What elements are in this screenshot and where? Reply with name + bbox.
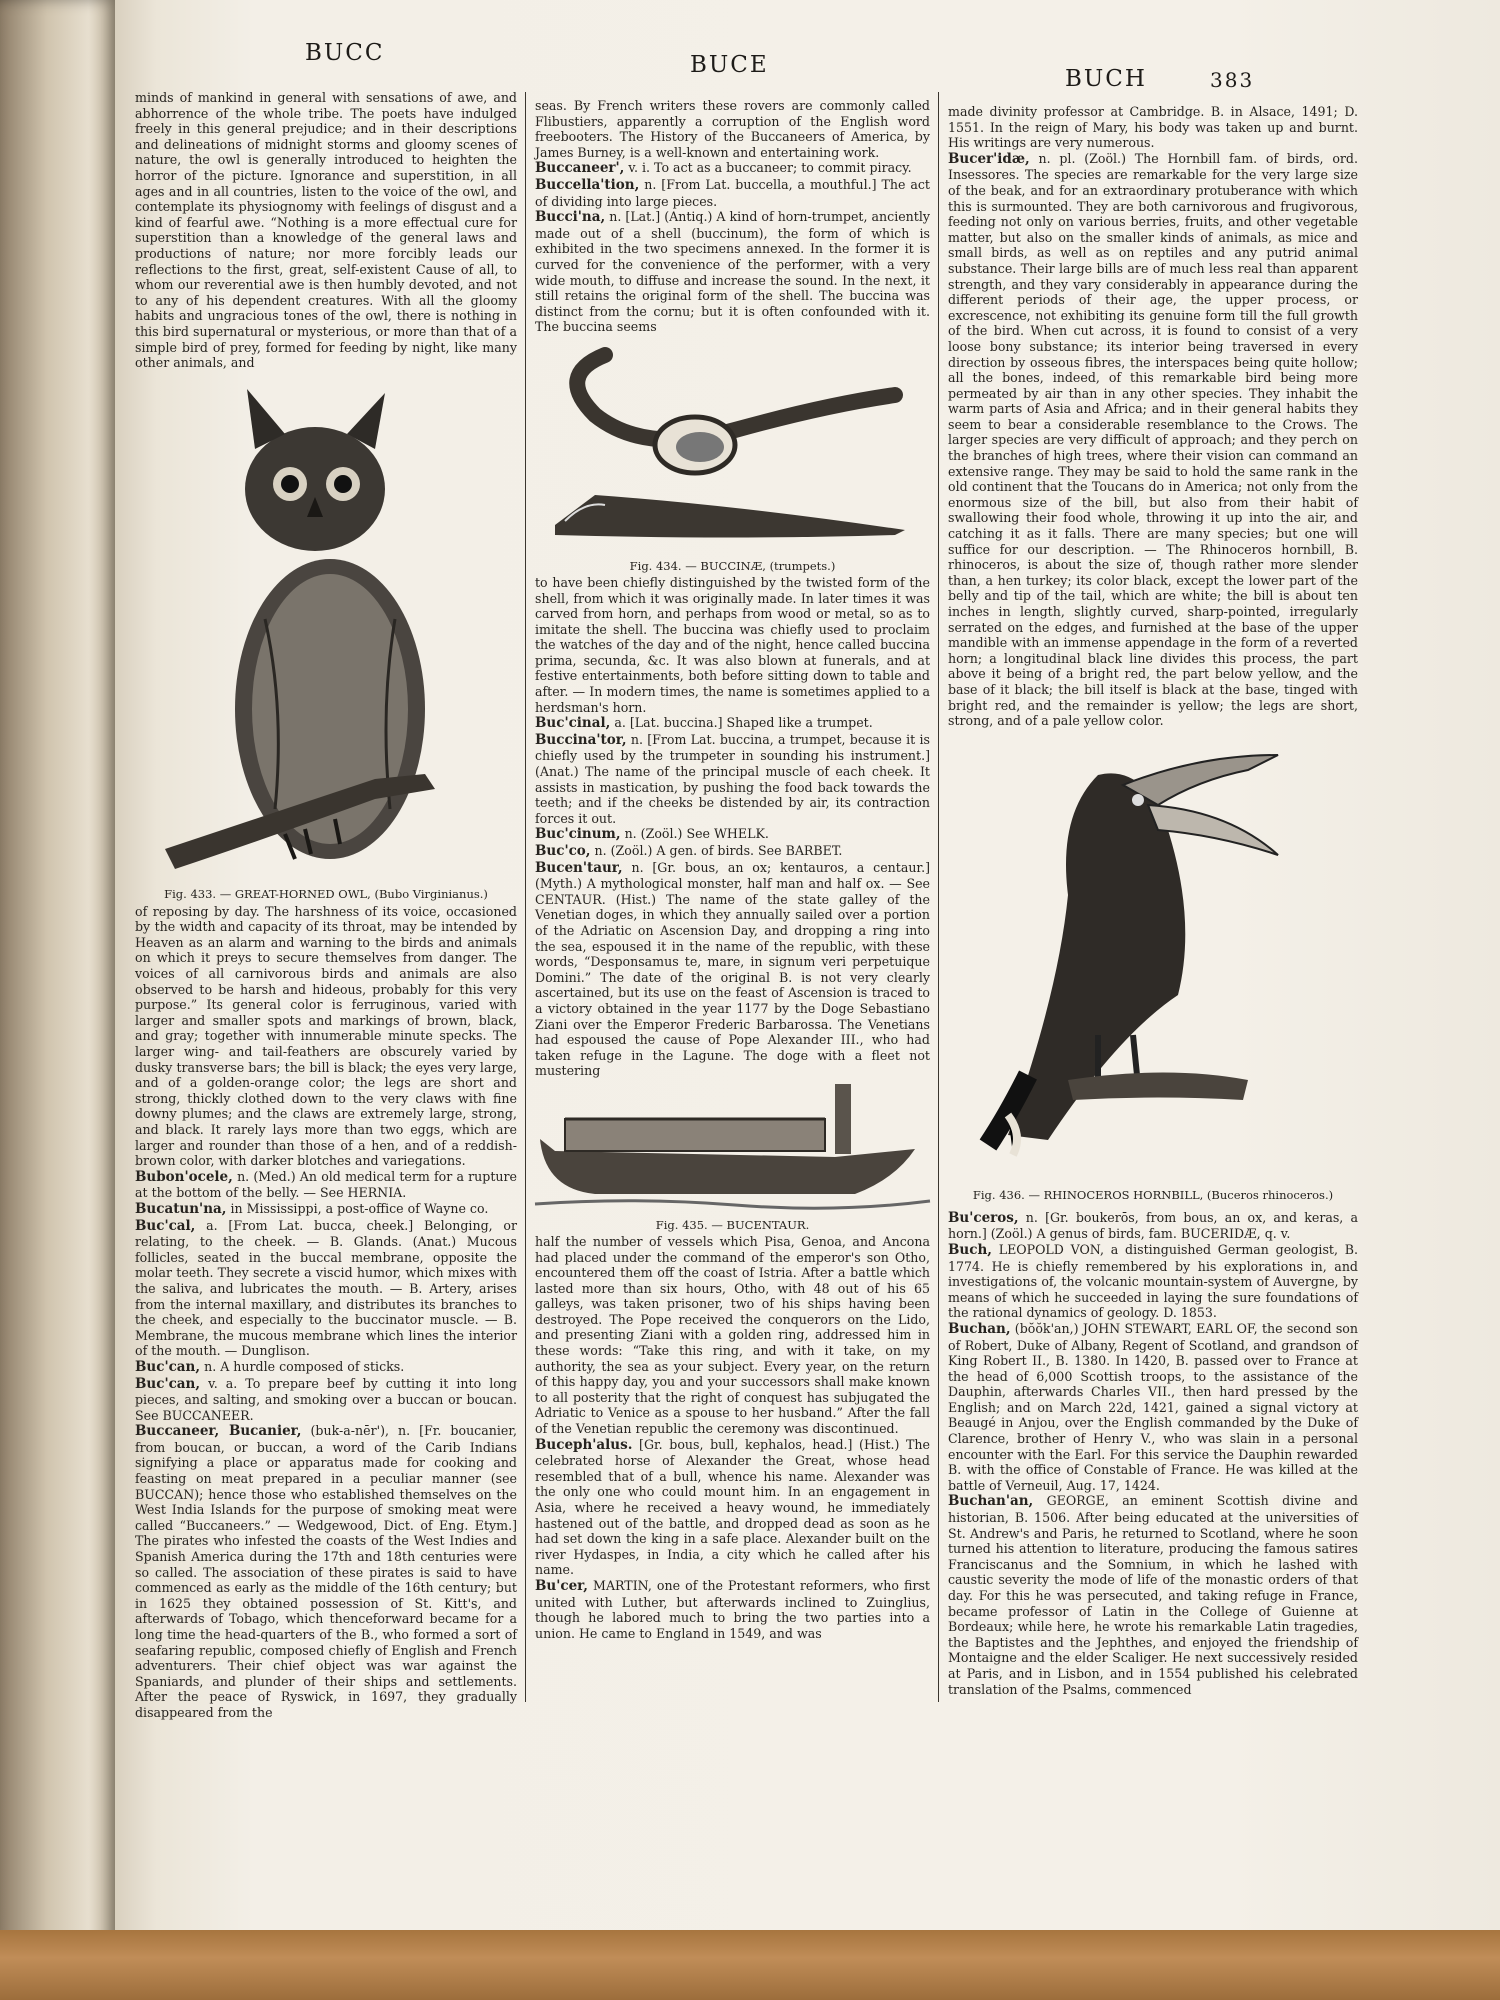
definition: n. (Zoöl.) See WHELK. — [624, 826, 769, 842]
definition: in Mississippi, a post-office of Wayne co. — [230, 1200, 489, 1216]
figure-434 — [535, 335, 930, 575]
definition: v. i. To act as a buccaneer; to commit piracy. — [628, 160, 912, 176]
entry-buccaneer — [135, 1423, 517, 1720]
entry-bucentaur — [535, 860, 930, 1079]
definition: LEOPOLD VON, a distinguished German geologist, B. 1774. He is chiefly remembered by his explorations in, and investigations of, the volcanic mountain-system of Auvergne, by means of which he succeeded in laying the sure foundations of the rational dynamics of geology. D. 1853. — [948, 1241, 1358, 1321]
col3-intro: made divinity professor at Cambridge. B. in Alsace, 1491; D. 1551. In the reign of Mary, his body was taken up and burnt. His writings are very numerous. — [948, 104, 1358, 151]
entry-buchan — [948, 1321, 1358, 1494]
definition: n. A hurdle composed of sticks. — [204, 1358, 405, 1374]
column-rule-1 — [525, 92, 526, 1702]
definition: n. [From Lat. buccina, a trumpet, because it is chiefly used by the trumpeter in sounding his instrument.] (Anat.) The name of the principal muscle of each cheek. It assists in mastication, by pushing the food back towards the teeth; and if the cheeks be distended by air, its contraction forces it out. — [535, 731, 930, 826]
headword: Buccaneer', — [535, 160, 625, 177]
headword: Buc'cinal, — [535, 715, 611, 732]
owl-illustration — [135, 379, 517, 884]
headword: Bucatun'na, — [135, 1200, 227, 1217]
figure-435-caption: Fig. 435. — BUCENTAUR. — [655, 1217, 810, 1232]
definition: (buk-a-nēr'), n. [Fr. boucanier, from boucan, or buccan, a word of the Carib Indians signifying a place or apparatus made for cooking and feasting on meat prepared in a peculiar manner (see BUCCAN); hence those who established themselves on the West India Islands for the purpose of smoking meat were called “Buccaneers.” — Wedgewood, Dict. of Eng. Etym.] The pirates who infested the coasts of the West Indies and Spanish America during the 17th and 18th centuries were so called. The association of these pirates is said to have commenced as early as the middle of the 16th century; but in 1625 they obtained possession of St. Kitt's, and afterwards of Tobago, which thenceforward became for a long time the head-quarters of the B., who formed a sort of seafaring republic, composed chiefly of English and French adventurers. Their chief object was war against the Spaniards, and plunder of their ships and settlements. After the peace of Ryswick, in 1697, they gradually disappeared from the — [135, 1423, 517, 1720]
column-2 — [535, 98, 930, 1710]
definition: n. (Zoöl.) A gen. of birds. See BARBET. — [594, 843, 843, 858]
col2-continuation: to have been chiefly distinguished by the twisted form of the shell, from which it was originally made. In later times it was carved from horn, and perhaps from wood or metal, so as to imitate the shell. The buccina was chiefly used to proclaim the watches of the day and of the night, hence called buccina prima, secunda, &c. It was also blown at funerals, and at festive entertainments, both before sitting down to table and after. — In modern times, the name is sometimes applied to a herdsman's horn. — [535, 574, 930, 715]
headword: Bubon'ocele, — [135, 1168, 233, 1185]
running-head-center: BUCE — [690, 52, 769, 78]
headword: Buchan, — [948, 1320, 1011, 1337]
definition: n. (Med.) An old medical term for a rupture at the bottom of the belly. — See HERNIA. — [135, 1168, 517, 1201]
definition: n. pl. (Zoöl.) The Hornbill fam. of birds, ord. Insessores. The species are remarkable for the very large size of the beak, and for an extraordinary protuberance with which this is surmounted. They are both carnivorous and frugivorous, feeding not only on various berries, fruits, and other vegetable matter, but also on the smaller kinds of animals, as mice and small birds, as well as on reptiles and any putrid animal substance. Their large bills are of much less real than apparent strength, and they vary considerably in appearance during the different periods of their age, the upper process, or excrescence, not exhibiting its genuine form till the full growth of the bird. When cut across, it is found to consist of a very loose bony substance; its interior being traversed in every direction by osseous fibres, the interspaces being quite hollow; all the bones, indeed, of this remarkable bird being more permeated by air than in any other species. They inhabit the warm parts of Asia and Africa; and in their general habits they seem to bear a considerable resemblance to the Crows. The larger species are very difficult of approach; and they perch on the branches of high trees, where their vision can command an extensive range. They may be said to hold the same rank in the old continent that the Toucans do in America; not only from the enormous size of the bill, but also from their habit of swallowing their food whole, throwing it up into the air, and catching it as it falls. There are many species; but one will suffice for our description. — The Rhinoceros hornbill, B. rhinoceros, is about the size of, though rather more slender than, a hen turkey; its color black, except the lower part of the belly and tip of the tail, which are white; the bill is about ten inches in length, slightly curved, sharp-pointed, irregularly serrated on the edges, and furnished at the base of the upper mandible with an immense appendage in the form of a reverted horn; a longitudinal black line divides this process, the part above it being of a bright red, the part below yellow, and the base of it black; the bill itself is black at the base, tinged with bright red, and the remainder is yellow; the legs are short, strong, and of a pale yellow color. — [948, 150, 1358, 729]
headword: Buccina'tor, — [535, 731, 627, 748]
definition: n. [Gr. bous, an ox; kentauros, a centaur.] (Myth.) A mythological monster, half man and half ox. — See CENTAUR. (Hist.) The name of the state galley of the Venetian doges, in which they annually sailed over a portion of the Adriatic on Ascension Day, and dropping a ring into the sea, espoused it in the name of the republic, with these words, “Desponsamus te, mare, in signum veri perpetuique Domini.” The date of the original B. is not very clearly ascertained, but its use on the feast of Ascension is traced to a victory obtained in the year 1177 by the Doge Sebastiano Ziani over the Emperor Frederic Barbarossa. The Venetians had espoused the cause of Pope Alexander III., who had taken refuge in the Lagune. The doge with a fleet not mustering — [535, 859, 930, 1079]
col2-intro: seas. By French writers these rovers are commonly called Flibustiers, apparently a corruption of the English word freebooters. The History of the Buccaneers of America, by James Burney, is a well-known and entertaining work. — [535, 98, 930, 160]
entry-bucatunna — [135, 1201, 517, 1218]
entry-buccan-n — [135, 1359, 517, 1376]
headword: Buc'can, — [135, 1375, 201, 1392]
definition: a. [Lat. buccina.] Shaped like a trumpet. — [614, 715, 873, 731]
trumpets-illustration — [535, 335, 930, 555]
headword: Buc'cinum, — [535, 826, 621, 843]
definition: MARTIN, one of the Protestant reformers, who first united with Luther, but afterwards inclined to Zuinglius, though he labored much to bring the two parties into a union. He came to England in 1549, and was — [535, 1577, 930, 1641]
running-head-left: BUCC — [305, 40, 385, 66]
headword: Bucci'na, — [535, 209, 606, 226]
col1-continuation: of reposing by day. The harshness of its voice, occasioned by the width and capacity of its throat, may be intended by Heaven as an alarm and warning to the birds and animals on which it preys to secure themselves from danger. The voices of all carnivorous birds and animals are also observed to be harsh and hideous, probably for this very purpose.” Its general color is ferruginous, varied with larger and smaller spots and markings of brown, black, and gray; together with innumerable minute specks. The larger wing- and tail-feathers are obscurely varied by dusky transverse bars; the bill is black; the eyes very large, and of a golden-orange color; the legs are short and strong, thickly clothed down to the very claws with fine downy plumes; and the claws are extremely large, strong, and black. It rarely lays more than two eggs, which are larger and rounder than those of a hen, and of a reddish-brown color, with darker blotches and variegations. — [135, 903, 517, 1169]
definition: a. [From Lat. bucca, cheek.] Belonging, or relating, to the cheek. — B. Glands. (Anat.) Mucous follicles, seated in the buccal membrane, opposite the molar teeth. They secrete a viscid humor, which mixes with the saliva, and lubricates the mouth. — B. Artery, arises from the internal maxillary, and distributes its branches to the cheek, and especially to the buccinator muscle. — B. Membrane, the mucous membrane which lines the interior of the mouth. — Dunglison. — [135, 1217, 517, 1359]
col2-continuation-2: half the number of vessels which Pisa, Genoa, and Ancona had placed under the command of the emperor's son Otho, encountered them off the coast of Istria. After a battle which lasted more than six hours, Otho, with 48 out of his 65 galleys, was taken prisoner, two of his ships having been destroyed. The Pope received the conquerors on the Lido, and presenting Ziani with a golden ring, addressed him in these words: “Take this ring, and with it take, on my authority, the sea as your subject. Every year, on the return of this happy day, you and your successors shall make known to all posterity that the right of conquest has subjugated the Adriatic to Venice as a spouse to her husband.” After the fall of the Venetian republic the ceremony was discontinued. — [535, 1233, 930, 1437]
entry-buccaneer-v — [535, 160, 930, 177]
entry-buccal — [135, 1218, 517, 1359]
entry-bucephalus — [535, 1437, 930, 1578]
entry-bucco — [535, 843, 930, 860]
figure-433 — [135, 379, 517, 904]
entry-buchanan — [948, 1493, 1358, 1697]
definition: n. [Gr. boukerōs, from bous, an ox, and keras, a horn.] (Zoöl.) A genus of birds, fam. BUCERIDÆ, q. v. — [948, 1209, 1358, 1242]
headword: Bucen'taur, — [535, 859, 623, 876]
previous-page-edge — [0, 0, 118, 2000]
entry-buccellation — [535, 177, 930, 209]
entry-buccinator — [535, 732, 930, 827]
entry-buccan-v — [135, 1376, 517, 1424]
entry-buccinal — [535, 715, 930, 732]
definition: n. [From Lat. buccella, a mouthful.] The act of dividing into large pieces. — [535, 176, 930, 209]
headword: Buch, — [948, 1241, 992, 1258]
headword: Bu'cer, — [535, 1577, 588, 1594]
col1-intro: minds of mankind in general with sensations of awe, and abhorrence of the whole tribe. The poets have indulged freely in this general prejudice; and in their descriptions and delineations of midnight storms and gloomy scenes of nature, the owl is generally introduced to heighten the horror of the picture. Ignorance and superstition, in all ages and in all countries, listen to the voice of the owl, and contemplate its physiognomy with feelings of disgust and a kind of fearful awe. “Nothing is a more effectual cure for superstition than a knowledge of the general laws and productions of nature; nor more forcibly leads our reflections to the first, great, self-existent Cause of all, to whom our reverential awe is then humbly devoted, and not to any of his dependent creatures. With all the gloomy habits and ungracious tones of the owl, there is nothing in this bird supernatural or mysterious, or more than that of a simple bird of prey, formed for feeding by night, like many other animals, and — [135, 90, 517, 371]
entry-bubonocele — [135, 1169, 517, 1201]
headword: Buc'cal, — [135, 1217, 196, 1234]
headword: Buc'co, — [535, 843, 591, 859]
entry-buceros — [948, 1210, 1358, 1242]
figure-436-caption: Fig. 436. — RHINOCEROS HORNBILL, (Buceros rhinoceros.) — [972, 1188, 1334, 1203]
entry-buccina — [535, 209, 930, 335]
definition: [Gr. bous, bull, kephalos, head.] (Hist.) The celebrated horse of Alexander the Great, whose head resembled that of a bull, whence his name. Alexander was the only one who could mount him. In an engagement in Asia, where he received a heavy wound, he immediately hastened out of the battle, and dropped dead as soon as he had set down the king in a safe place. Alexander built on the river Hydaspes, in India, a city which he called after his name. — [535, 1436, 930, 1578]
figure-433-caption: Fig. 433. — GREAT-HORNED OWL, (Bubo Virginianus.) — [164, 887, 488, 902]
page-number: 383 — [1210, 68, 1255, 92]
figure-434-caption: Fig. 434. — BUCCINÆ, (trumpets.) — [629, 558, 836, 573]
definition: GEORGE, an eminent Scottish divine and historian, B. 1506. After being educated at the universities of St. Andrew's and Paris, he returned to Scotland, where he soon turned his attention to literature, producing the famous satires Franciscanus and the Somnium, in which he lashed with caustic severity the mode of life of the monastic orders of that day. For this he was persecuted, and taking refuge in France, became professor of Latin in the College of Guienne at Bordeaux; while here, he wrote his remarkable Latin tragedies, the Baptistes and the Jephthes, and enjoyed the friendship of Montaigne and the elder Scaliger. He next successively resided at Paris, and in Lisbon, and in 1554 published his celebrated translation of the Psalms, commenced — [948, 1493, 1358, 1697]
definition: v. a. To prepare beef by cutting it into long pieces, and salting, and smoking over a buccan or boucan. See BUCCANEER. — [135, 1375, 517, 1423]
hornbill-illustration — [948, 735, 1358, 1185]
column-rule-2 — [938, 92, 939, 1702]
column-1 — [135, 90, 517, 1720]
entry-buceridae — [948, 151, 1358, 729]
figure-435 — [535, 1079, 930, 1234]
figure-436 — [948, 735, 1358, 1210]
headword: Buceph'alus. — [535, 1436, 633, 1453]
entry-buch — [948, 1242, 1358, 1321]
entry-buccinum — [535, 826, 930, 843]
headword: Buccella'tion, — [535, 176, 640, 193]
running-head-right: BUCH — [1065, 66, 1147, 92]
bucentaur-ship-illustration — [535, 1079, 930, 1214]
dictionary-page — [115, 0, 1500, 1935]
entry-bucer — [535, 1578, 930, 1641]
headword: Buc'can, — [135, 1358, 201, 1375]
column-3 — [948, 104, 1358, 1710]
book-cover-edge — [0, 1930, 1500, 2000]
headword: Bucer'idæ, — [948, 150, 1030, 167]
headword: Buchan'an, — [948, 1493, 1034, 1510]
headword: Buccaneer, Bucanier, — [135, 1423, 302, 1440]
definition: (bŏŏk'an,) JOHN STEWART, EARL OF, the second son of Robert, Duke of Albany, Regent of Scotland, and grandson of King Robert II., B. 1380. In 1420, B. passed over to France at the head of 6,000 Scottish troops, to the assistance of the Dauphin, afterwards Charles VII., then hard pressed by the English; and on March 22d, 1421, gained a signal victory at Beaugé in Anjou, over the English commanded by the Duke of Clarence, brother of Henry V., who was slain in a personal encounter with the Earl. For this service the Dauphin rewarded B. with the office of Constable of France. He was killed at the battle of Verneuil, Aug. 17, 1424. — [948, 1320, 1358, 1493]
definition: n. [Lat.] (Antiq.) A kind of horn-trumpet, anciently made out of a shell (buccinum), the form of which is exhibited in the two specimens annexed. In the former it is curved for the convenience of the performer, with a very wide mouth, to diffuse and increase the sound. In the next, it still retains the original form of the shell. The buccina was distinct from the cornu; but it is often confounded with it. The buccina seems — [535, 209, 930, 335]
headword: Bu'ceros, — [948, 1209, 1019, 1226]
